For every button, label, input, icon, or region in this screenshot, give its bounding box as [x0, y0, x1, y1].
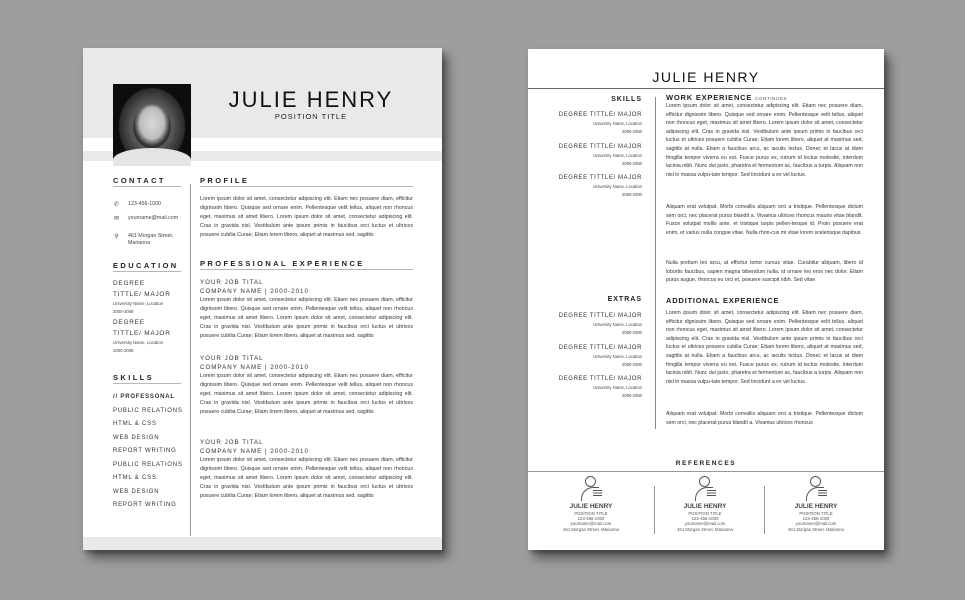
education-heading: EDUCATION — [113, 261, 179, 270]
school-name: University Name, Location — [593, 354, 642, 359]
school-years: 2080-2080 — [621, 128, 642, 134]
skill-item: WEB DESIGN — [113, 488, 160, 495]
work-paragraph: Nulla pretium leo arcu, at efficitur tortor cursus vitae. Curabitur aliquam, libero id lobortis faucibus, sapien magna bibendum nulla, id ornare leo eros nec dolor. Etiam purus augue, rhoncus eu orci et, posuere suscipit nibh. Sed vitae — [666, 260, 863, 284]
references-rule — [528, 471, 884, 472]
reference-address: 461 Morgan Street. Marianna — [563, 526, 619, 532]
job-entry — [200, 354, 413, 417]
contact-rule — [113, 186, 181, 187]
skill-item: // PROFESSONAL — [113, 394, 175, 400]
reference-title: POSITION TITLE — [799, 511, 833, 516]
reference-name: JULIE HENRY — [569, 503, 613, 510]
job-description: Lorem ipsum dolor sit amet, consectetur adipiscing elit. Etiam nec posuere diam, efficitur dignissim libero. Quisque sed ornare enim. Pellentesque velit tellus, aliquet non rhoncus eget, maximus sit amet libero. Lorem ipsum dolor sit amet, consectetur adipiscing elit. Cras in gravida nisl. Vestibulum ante ipsum primis in faucibus orci luctus et ultrices posuere cubilia Curae; Etiam lorem libero, aliquet at maximus sed, sagittis — [200, 373, 413, 415]
column-divider — [190, 184, 191, 536]
job-company: COMPANY NAME | 2000-2010 — [200, 364, 309, 371]
experience-heading: PROFESSIONAL EXPERIENCE — [200, 259, 365, 268]
degree-line-2: TITTLE/ MAJOR — [113, 330, 171, 337]
reference-phone: 123-456-1000 — [802, 516, 830, 522]
degree-title: DEGREE TITTLE/ MAJOR — [558, 175, 642, 181]
reference-divider — [764, 486, 765, 534]
extra-degree-item — [532, 343, 642, 368]
contact-address — [113, 233, 173, 247]
profile-text: Lorem ipsum dolor sit amet, consectetur adipiscing elit. Etiam nec posuere diam, efficitur dignissim libero. Quisque sed ornare enim. Pellentesque velit tellus, aliquet non rhoncus eget, maximus sit amet libero. Lorem ipsum dolor sit amet, consectetur adipiscing elit. Cras in gravida nisl. Vestibulum ante ipsum primis in faucibus orci luctus et ultrices posuere cubilia Curae; Etiam lorem libero, aliquet at maximus sed, sagittis — [200, 196, 413, 238]
candidate-name: JULIE HENRY — [228, 87, 394, 112]
job-title: YOUR JOB TITAL — [200, 355, 264, 362]
candidate-name: JULIE HENRY — [652, 69, 760, 85]
reference-card — [541, 475, 641, 532]
reference-phone: 123-456-1000 — [691, 516, 719, 522]
skills-list — [113, 391, 183, 513]
job-company: COMPANY NAME | 2000-2010 — [200, 448, 309, 455]
school-name: University Name, Location — [593, 322, 642, 327]
additional-paragraph: Aliquam erat volutpat. Morbi convallis aliquam orci a tristique. Pellentesque dictum sem orci, nec placerat purus blandit a. Vivamus ultrices rhoncus — [666, 411, 863, 426]
school-years: 2080-2080 — [621, 361, 642, 367]
contact-email — [113, 215, 178, 222]
skill-degree-item — [532, 173, 642, 198]
resume-page-2 — [528, 49, 884, 550]
job-title: YOUR JOB TITAL — [200, 439, 264, 446]
skill-item: REPORT WRITING — [113, 502, 177, 508]
extra-degree-item — [532, 311, 642, 336]
degree-title: DEGREE TITTLE/ MAJOR — [558, 112, 642, 118]
school-years: 2080-2080 — [621, 329, 642, 335]
column-divider — [655, 97, 656, 429]
education-rule — [113, 271, 181, 272]
work-experience-heading — [666, 93, 787, 102]
resume-page-1 — [83, 48, 442, 550]
reference-card — [655, 475, 755, 532]
reference-email: yourname@mail.com — [684, 521, 726, 527]
skill-item: REPORT WRITING — [113, 448, 177, 454]
user-profile-icon — [803, 475, 829, 501]
skills-heading: SKILLS — [113, 373, 155, 382]
job-title: YOUR JOB TITAL — [200, 279, 264, 286]
skills-rule — [113, 383, 181, 384]
reference-address: 461 Morgan Street. Marianna — [677, 526, 733, 532]
location-pin-icon: ⚲ — [114, 234, 119, 240]
school-years: 2000-2008 — [113, 348, 134, 353]
school-name: University Name, Location — [593, 184, 642, 189]
skill-item: PUBLIC RELATIONS — [113, 407, 183, 414]
address-line-1: 461 Morgan Street. — [128, 233, 174, 239]
school-years: 2000-2008 — [113, 309, 134, 314]
job-entry — [200, 278, 413, 341]
work-paragraph: Aliquam erat volutpat. Morbi convallis aliquam orci a tristique. Pellentesque dictum sem orci, nec placerat purus blandit a. Vivamus ultrices rhoncus mauris vitae blandit. Fusce volutpat mollis ante, et tristique turpis pellen-tesque id. Proin posuere erat enim, et varius nulla congue vitae. Nulla rhon-cus mi vitae lorem scelerisque dapibus. — [666, 204, 863, 236]
school-years: 2080-2080 — [621, 160, 642, 166]
footer-band — [83, 537, 442, 550]
work-paragraph: Lorem ipsum dolor sit amet, consectetur adipiscing elit. Etiam nec posuere diam, efficitur dignissim libero. Quisque sed ornare enim. Pellentesque velit tellus, aliquet non rhoncus eget, maximus sit amet libero. Lorem ipsum dolor sit amet, consectetur adipiscing elit. Cras in gravida nisl. Vestibulum ante ipsum primis in faucibus orci luctus et ultrices posuere cubilia Curae; Etiam lorem libero, aliquet at maximus sed, sagittis at nulla. Etiam a faucibus arcu, ac iaculis lectus. Donec et lacus at diam fringilla tempor viverra eu est. Fusce purus ex, rutrum id lectus molestie, interdum lacinia nibh. Nunc dui justo, pharetra et fermentum ac, faucibus a turpis. Aliquam non nisl in massa vulpu-tate tempor. Sed tincidunt a ex vel luctus. — [666, 103, 863, 178]
reference-card — [766, 475, 866, 532]
experience-rule — [200, 269, 413, 270]
education-item — [113, 278, 183, 316]
job-entry — [200, 438, 413, 501]
skill-item: PUBLIC RELATIONS — [113, 461, 183, 468]
header-rule — [528, 88, 884, 89]
school-years: 2080-2080 — [621, 191, 642, 197]
degree-title: DEGREE TITTLE/ MAJOR — [558, 144, 642, 150]
degree-title: DEGREE TITTLE/ MAJOR — [558, 313, 642, 319]
job-description: Lorem ipsum dolor sit amet, consectetur adipiscing elit. Etiam nec posuere diam, efficitur dignissim libero. Quisque sed ornare enim. Pellentesque velit tellus, aliquet non rhoncus eget, maximus sit amet libero. Lorem ipsum dolor sit amet, consectetur adipiscing elit. Cras in gravida nisl. Vestibulum ante ipsum primis in faucibus orci luctus et ultrices posuere cubilia Curae; Etiam lorem libero, aliquet at maximus sed, sagittis — [200, 457, 413, 499]
degree-line-2: TITTLE/ MAJOR — [113, 291, 171, 298]
address-line-2: Marianna — [128, 240, 151, 246]
degree-title: DEGREE TITTLE/ MAJOR — [558, 345, 642, 351]
reference-title: POSITION TITLE — [574, 511, 608, 516]
skill-item: HTML & CSS — [113, 475, 157, 481]
user-profile-icon — [692, 475, 718, 501]
position-title: POSITION TITLE — [274, 112, 348, 121]
photo-shoulder-shape — [113, 148, 191, 166]
envelope-icon: ✉ — [113, 216, 120, 222]
portrait-photo — [113, 84, 191, 166]
phone-text: 123-456-1000 — [128, 201, 161, 207]
school-name: University Name, Location — [113, 340, 164, 345]
skill-item: HTML & CSS — [113, 421, 157, 427]
school-name: University Name, Location — [593, 121, 642, 126]
school-name: University Name, Location — [113, 301, 164, 306]
user-profile-icon — [578, 475, 604, 501]
reference-title: POSITION TITLE — [688, 511, 722, 516]
work-experience-title: WORK EXPERIENCE — [666, 93, 753, 102]
skills-heading: SKILLS — [611, 96, 642, 103]
reference-phone: 123-456-1000 — [577, 516, 605, 522]
additional-experience-heading: ADDITIONAL EXPERIENCE — [666, 296, 780, 305]
reference-name: JULIE HENRY — [683, 503, 727, 510]
contact-phone — [113, 201, 161, 208]
contact-heading: CONTACT — [113, 176, 166, 185]
degree-title: DEGREE TITTLE/ MAJOR — [558, 376, 642, 382]
job-description: Lorem ipsum dolor sit amet, consectetur adipiscing elit. Etiam nec posuere diam, efficitur dignissim libero. Quisque sed ornare enim. Pellentesque velit tellus, aliquet non rhoncus eget, maximus sit amet libero. Lorem ipsum dolor sit amet, consectetur adipiscing elit. Cras in gravida nisl. Vestibulum ante ipsum primis in faucibus orci luctus et ultrices posuere cubilia Curae; Etiam lorem libero, aliquet at maximus sed, sagittis — [200, 297, 413, 339]
references-heading: REFERENCES — [675, 460, 737, 467]
additional-paragraph: Lorem ipsum dolor sit amet, consectetur adipiscing elit. Etiam nec posuere diam, efficitur dignissim libero. Quisque sed ornare enim. Pellentesque velit tellus, aliquet non rhoncus eget, maximus sit amet libero. Lorem ipsum dolor sit amet, consectetur adipiscing elit. Cras in gravida nisl. Vestibulum ante ipsum primis in faucibus orci luctus et ultrices posuere cubilia Curae; Etiam lorem libero, aliquet at maximus sed, sagittis at nulla. Etiam a faucibus arcu, ac iaculis lectus. Donec et lacus at diam fringilla tempor viverra eu est. Fusce purus ex, rutrum id lectus molestie, interdum lacinia nibh. Nunc dui justo, pharetra et fermentum ac, faucibus a turpis. Aliquam non nisl in massa vulpu-tate tempor. Sed tincidunt a ex vel luctus. — [666, 310, 863, 385]
reference-email: yourname@mail.com — [795, 521, 837, 527]
reference-email: yourname@mail.com — [570, 521, 612, 527]
school-name: University Name, Location — [593, 385, 642, 390]
extras-heading: EXTRAS — [607, 296, 642, 303]
degree-line-1: DEGREE — [113, 280, 145, 287]
extra-degree-item — [532, 374, 642, 399]
education-item — [113, 317, 183, 355]
email-text: yourname@mail.com — [128, 215, 179, 221]
continues-label: CONTINUES — [755, 96, 788, 101]
reference-address: 461 Morgan Street. Marianna — [788, 526, 844, 532]
skill-degree-item — [532, 110, 642, 135]
reference-name: JULIE HENRY — [794, 503, 838, 510]
phone-icon: ✆ — [113, 202, 120, 208]
job-company: COMPANY NAME | 2000-2010 — [200, 288, 309, 295]
degree-line-1: DEGREE — [113, 319, 145, 326]
profile-heading: PROFILE — [200, 176, 250, 185]
skill-item: WEB DESIGN — [113, 434, 160, 441]
skill-degree-item — [532, 142, 642, 167]
profile-rule — [200, 186, 413, 187]
school-name: University Name, Location — [593, 153, 642, 158]
school-years: 2080-2080 — [621, 392, 642, 398]
